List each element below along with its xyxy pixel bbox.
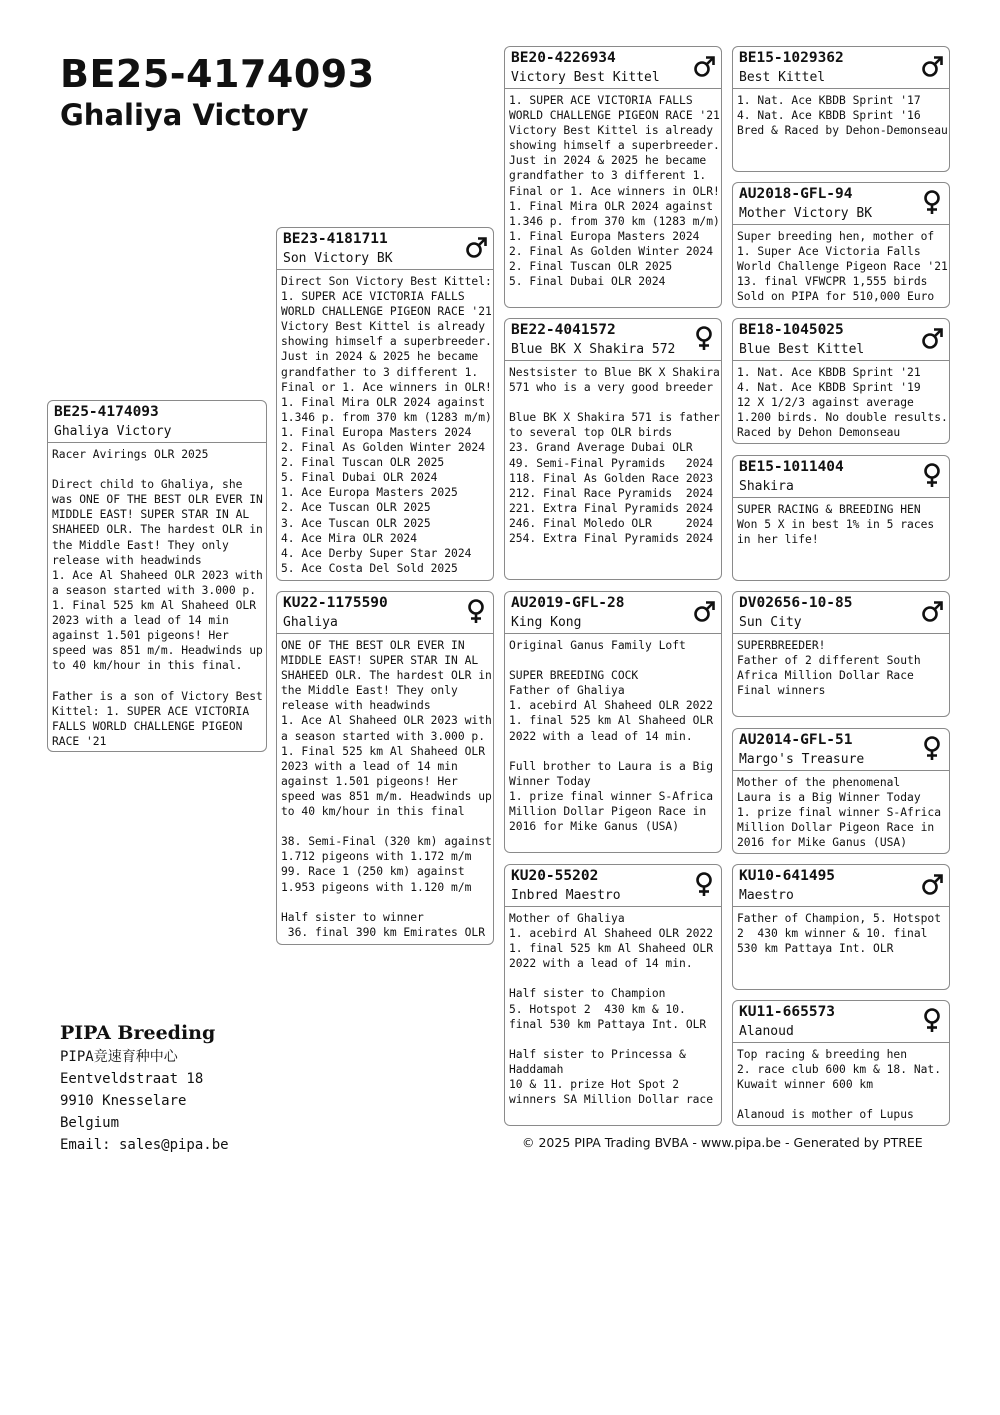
male-symbol-icon xyxy=(921,871,943,897)
pigeon-name: Shakira xyxy=(739,479,794,494)
male-symbol-icon xyxy=(465,234,487,260)
female-symbol-icon xyxy=(921,1007,943,1033)
male-symbol-icon xyxy=(693,53,715,79)
male-symbol-icon xyxy=(921,598,943,624)
pigeon-name: Ghaliya xyxy=(283,615,338,630)
card-description: Nestsister to Blue BK X Shakira 571 who is a very good breeder Blue BK X Shakira 571 is father to several top OLR birds 23. Grand Average Dubai OLR 49. Semi-Final Pyramids 2024 118. Final As Golden Race 2023 212. Final Race Pyramids 2024 221. Extra Final Pyramids 2024 246. Final Moledo OLR 2024 254. Extra Final Pyramids 2024 xyxy=(509,366,720,546)
male-symbol-icon xyxy=(693,598,715,624)
ring-number: KU11-665573 xyxy=(739,1004,836,1020)
card-description: ONE OF THE BEST OLR EVER IN MIDDLE EAST! SUPER STAR IN AL SHAHEED OLR. The hardest OLR in the Middle East! They only release with headwinds 1. Ace Al Shaheed OLR 2023 with a season started with 3.000 p. 1. Final 525 km Al Shaheed OLR 2023 with a lead of 14 min against 1.501 pigeons! Her speed was 851 m/m. Headwinds up to 40 km/hour in this final 38. Semi-Final (320 km) against 1.712 pigeons with 1.172 m/m 99. Race 1 (250 km) against 1.953 pigeons with 1.120 m/m Half sister to winner 36. final 390 km Emirates OLR xyxy=(281,639,492,939)
breeder-info xyxy=(60,1020,229,1156)
female-symbol-icon xyxy=(693,325,715,351)
male-symbol-icon xyxy=(921,53,943,79)
address-country: Belgium xyxy=(60,1115,120,1131)
card-description: Original Ganus Family Loft SUPER BREEDING COCK Father of Ghaliya 1. acebird Al Shaheed OLR 2022 1. final 525 km Al Shaheed OLR 2022 with a lead of 14 min. Full brother to Laura is a Big Winner Today 1. prize final winner S-Africa Million Dollar Pigeon Race in 2016 for Mike Ganus (USA) xyxy=(509,639,714,834)
male-symbol-icon xyxy=(921,325,943,351)
pedigree-card-fmm xyxy=(732,455,950,581)
card-header xyxy=(733,592,949,634)
pedigree-card-mf xyxy=(504,591,722,853)
ring-number: BE18-1045025 xyxy=(739,322,844,338)
pigeon-name: Blue Best Kittel xyxy=(739,342,865,357)
card-description: 1. Nat. Ace KBDB Sprint '21 4. Nat. Ace KBDB Sprint '19 12 X 1/2/3 against average 1.200 birds. No double results. Raced by Dehon Demonseau xyxy=(737,366,948,440)
female-symbol-icon xyxy=(921,735,943,761)
ring-number: KU20-55202 xyxy=(511,868,599,884)
card-header xyxy=(505,47,721,89)
pedigree-card-fm xyxy=(504,318,722,580)
pedigree-card-mmm xyxy=(732,1000,950,1126)
contact-email[interactable]: Email: sales@pipa.be xyxy=(60,1137,229,1153)
female-symbol-icon xyxy=(921,189,943,215)
card-header xyxy=(733,1001,949,1043)
ring-number: DV02656-10-85 xyxy=(739,595,853,611)
card-header xyxy=(733,47,949,89)
card-header xyxy=(48,401,266,443)
breeder-name-chinese: PIPA竞速育种中心 xyxy=(60,1049,178,1065)
card-header xyxy=(733,729,949,771)
card-header xyxy=(277,592,493,634)
ring-number: BE15-1011404 xyxy=(739,459,844,475)
pigeon-name: King Kong xyxy=(511,615,582,630)
pedigree-card-mmf xyxy=(732,864,950,990)
card-description: Father of Champion, 5. Hotspot 2 430 km winner & 10. final 530 km Pattaya Int. OLR xyxy=(737,912,942,956)
female-symbol-icon xyxy=(465,598,487,624)
card-description: SUPER RACING & BREEDING HEN Won 5 X in best 1% in 5 races in her life! xyxy=(737,503,935,547)
pigeon-name: Inbred Maestro xyxy=(511,888,621,903)
card-header xyxy=(733,183,949,225)
card-description: Super breeding hen, mother of 1. Super Ace Victoria Falls World Challenge Pigeon Race '21 13. final VFWCPR 1,555 birds Sold on PIPA for 510,000 Euro xyxy=(737,230,948,304)
pedigree-card-mff xyxy=(732,591,950,717)
pigeon-name: Sun City xyxy=(739,615,802,630)
ring-number: BE22-4041572 xyxy=(511,322,616,338)
card-description: 1. Nat. Ace KBDB Sprint '17 4. Nat. Ace KBDB Sprint '16 Bred & Raced by Dehon-Demonseau xyxy=(737,94,948,138)
card-description: Racer Avirings OLR 2025 Direct child to Ghaliya, she was ONE OF THE BEST OLR EVER IN MIDDLE EAST! SUPER STAR IN AL SHAHEED OLR. The hardest OLR in the Middle East! They only release with headwinds 1. Ace Al Shaheed OLR 2023 with a season started with 3.000 p. 1. Final 525 km Al Shaheed OLR 2023 with a lead of 14 min against 1.501 pigeons! Her speed was 851 m/m. Headwinds up to 40 km/hour in this final. Father is a son of Victory Best Kittel: 1. SUPER ACE VICTORIA FALLS WORLD CHALLENGE PIGEON RACE '21 xyxy=(52,448,263,748)
pedigree-card-subject xyxy=(47,400,267,752)
ring-number: BE15-1029362 xyxy=(739,50,844,66)
card-header xyxy=(505,319,721,361)
pedigree-card-mm xyxy=(504,864,722,1126)
card-description: Mother of Ghaliya 1. acebird Al Shaheed OLR 2022 1. final 525 km Al Shaheed OLR 2022 with a lead of 14 min. Half sister to Champion 5. Hotspot 2 430 km & 10. final 530 km Pattaya Int. OLR Half sister to Princessa & Haddamah 10 & 11. prize Hot Spot 2 winners SA Million Dollar race xyxy=(509,912,714,1107)
card-description: SUPERBREEDER! Father of 2 different South Africa Million Dollar Race Final winners xyxy=(737,639,921,698)
pigeon-name: Ghaliya Victory xyxy=(54,424,172,439)
pigeon-name: Victory Best Kittel xyxy=(511,70,660,85)
pedigree-card-ffm xyxy=(732,182,950,308)
female-symbol-icon xyxy=(921,462,943,488)
card-header xyxy=(733,319,949,361)
pigeon-name: Best Kittel xyxy=(739,70,826,85)
ring-number: BE25-4174093 xyxy=(54,404,159,420)
ring-number: BE23-4181711 xyxy=(283,231,388,247)
pedigree-card-fff xyxy=(732,46,950,172)
pedigree-card-fmf xyxy=(732,318,950,444)
pedigree-card-mfm xyxy=(732,728,950,854)
card-header xyxy=(505,592,721,634)
breeder-name: PIPA Breeding xyxy=(60,1022,216,1044)
ring-number: AU2019-GFL-28 xyxy=(511,595,625,611)
address-street: Eentveldstraat 18 xyxy=(60,1071,204,1087)
ring-number: KU22-1175590 xyxy=(283,595,388,611)
pedigree-title-name: Ghaliya Victory xyxy=(60,98,309,132)
card-header xyxy=(733,865,949,907)
card-description: Top racing & breeding hen 2. race club 600 km & 18. Nat. Kuwait winner 600 km Alanoud is mother of Lupus xyxy=(737,1048,942,1122)
pedigree-card-ff xyxy=(504,46,722,308)
ring-number: BE20-4226934 xyxy=(511,50,616,66)
pigeon-name: Son Victory BK xyxy=(283,251,393,266)
card-description: Mother of the phenomenal Laura is a Big Winner Today 1. prize final winner S-Africa Million Dollar Pigeon Race in 2016 for Mike Ganus (USA) xyxy=(737,776,942,850)
address-city: 9910 Knesselare xyxy=(60,1093,187,1109)
ring-number: AU2018-GFL-94 xyxy=(739,186,853,202)
ring-number: AU2014-GFL-51 xyxy=(739,732,853,748)
card-header xyxy=(277,228,493,270)
card-header xyxy=(505,865,721,907)
pigeon-name: Blue BK X Shakira 572 xyxy=(511,342,676,357)
pedigree-title-ring: BE25-4174093 xyxy=(60,52,375,96)
female-symbol-icon xyxy=(693,871,715,897)
pigeon-name: Margo's Treasure xyxy=(739,752,865,767)
pedigree-card-mother xyxy=(276,591,494,945)
card-header xyxy=(733,456,949,498)
ring-number: KU10-641495 xyxy=(739,868,836,884)
pedigree-card-father xyxy=(276,227,494,581)
card-description: Direct Son Victory Best Kittel: 1. SUPER ACE VICTORIA FALLS WORLD CHALLENGE PIGEON RACE '21 Victory Best Kittel is already showing himself a superbreeder. Just in 2024 & 2025 he became grandfather to 3 different 1. Final or 1. Ace winners in OLR! 1. Final Mira OLR 2024 against 1.346 p. from 370 km (1283 m/m) 1. Final Europa Masters 2024 2. Final As Golden Winter 2024 2. Final Tuscan OLR 2025 5. Final Dubai OLR 2024 1. Ace Europa Masters 2025 2. Ace Tuscan OLR 2025 3. Ace Tuscan OLR 2025 4. Ace Mira OLR 2024 4. Ace Derby Super Star 2024 5. Ace Costa Del Sold 2025 xyxy=(281,275,492,575)
pigeon-name: Maestro xyxy=(739,888,794,903)
card-description: 1. SUPER ACE VICTORIA FALLS WORLD CHALLENGE PIGEON RACE '21 Victory Best Kittel is already showing himself a superbreeder. Just in 2024 & 2025 he became grandfather to 3 different 1. Final or 1. Ace winners in OLR! 1. Final Mira OLR 2024 against 1.346 p. from 370 km (1283 m/m) 1. Final Europa Masters 2024 2. Final As Golden Winter 2024 2. Final Tuscan OLR 2025 5. Final Dubai OLR 2024 xyxy=(509,94,720,289)
copyright-notice: © 2025 PIPA Trading BVBA - www.pipa.be - Generated by PTREE xyxy=(522,1135,923,1150)
pigeon-name: Mother Victory BK xyxy=(739,206,873,221)
pigeon-name: Alanoud xyxy=(739,1024,794,1039)
